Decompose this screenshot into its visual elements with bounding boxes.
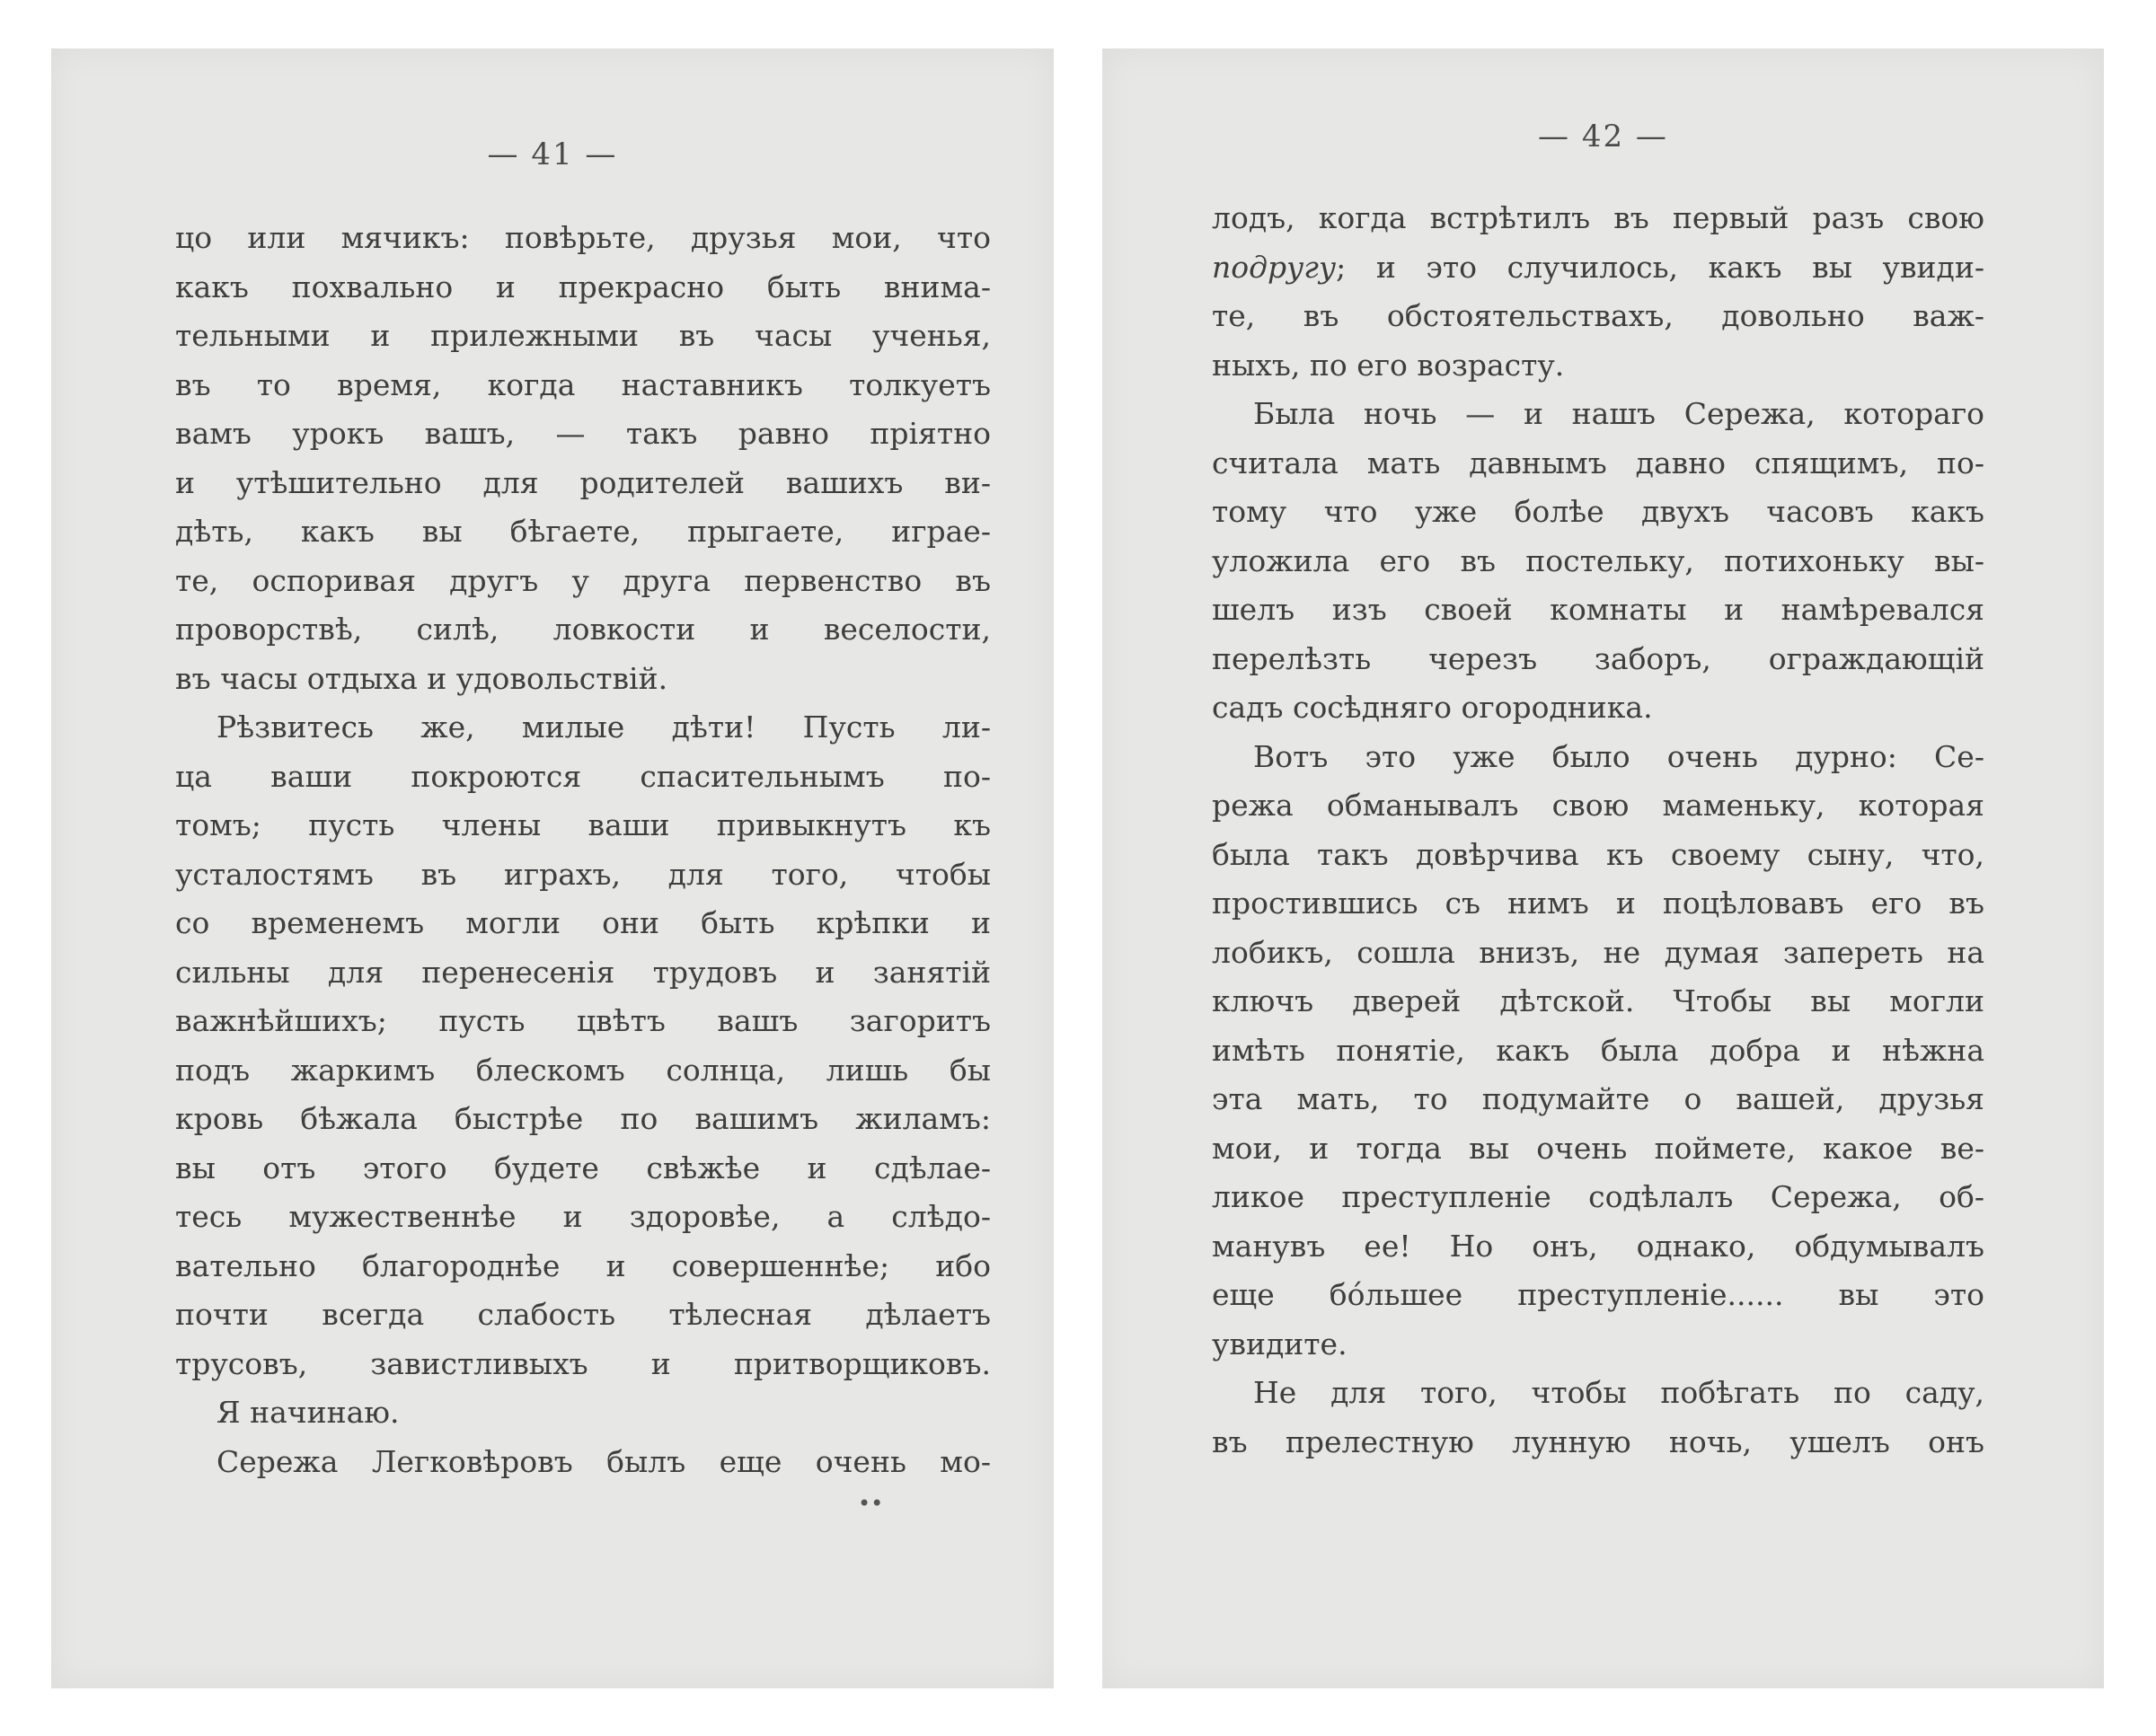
text-line: лодъ, когда встрѣтилъ въ первый разъ свою [1212,200,1984,235]
text-line: еще бóльшее преступленіе...... вы это [1212,1277,1984,1312]
text-line: въ прелестную лунную ночь, ушелъ онъ [1212,1423,1984,1459]
text-line: ца ваши покроются спасительнымъ по- [175,758,991,794]
text-line: въ то время, когда наставникъ толкуетъ [175,366,991,402]
text-line: со временемъ могли они быть крѣпки и [175,905,991,940]
text-line: тельными и прилежными въ часы ученья, [175,318,991,353]
text-line: была такъ довѣрчива къ своему сыну, что, [1212,836,1984,872]
italic-word: подругу [1212,249,1337,285]
text-line: мои, и тогда вы очень поймете, какое ве- [1212,1130,1984,1166]
text-line: проворствѣ, силѣ, ловкости и веселости, [175,612,991,647]
text-line: ликое преступленіе содѣлалъ Сережа, об- [1212,1179,1984,1214]
text-line: въ часы отдыха и удовольствій. [175,660,668,696]
text-line: режа обманывалъ свою маменьку, которая [1212,788,1984,823]
text-line: простившись съ нимъ и поцѣловавъ его въ [1212,886,1984,921]
text-line: почти всегда слабость тѣлесная дѣлаетъ [175,1297,991,1332]
text-line: вамъ урокъ вашъ, — такъ равно пріятно [175,416,991,451]
text-line: вательно благороднѣе и совершеннѣе; ибо [175,1247,991,1283]
page-number: — 41 — [487,137,618,172]
text-line: усталостямъ въ играхъ, для того, чтобы [175,856,991,892]
text-line: те, оспоривая другъ у друга первенство въ [175,562,991,598]
text-line: считала мать давнымъ давно спящимъ, по- [1212,445,1984,480]
text-line: подъ жаркимъ блескомъ солнца, лишь бы [175,1052,991,1088]
text-line: ныхъ, по его возрасту. [1212,347,1565,383]
text-line: важнѣйшихъ; пусть цвѣтъ вашъ загоритъ [175,1003,991,1038]
left-page [51,48,1054,1688]
text-line: дѣть, какъ вы бѣгаете, прыгаете, играе- [175,514,991,549]
text-line: уложила его въ постельку, потихоньку вы- [1212,542,1984,578]
text-line: и утѣшительно для родителей вашихъ ви- [175,464,991,500]
text-line: Была ночь — и нашъ Сережа, котораго [1253,396,1984,431]
text-line: сильны для перенесенія трудовъ и занятій [175,954,991,990]
text-line: ключъ дверей дѣтской. Чтобы вы могли [1212,983,1984,1018]
text-line: имѣть понятіе, какъ была добра и нѣжна [1212,1032,1984,1068]
text-line: вы отъ этого будете свѣжѣе и сдѣлае- [175,1150,991,1185]
text-line: садъ сосѣдняго огородника. [1212,690,1653,725]
catchword-mark: •• [858,1491,884,1516]
text-line: кровь бѣжала быстрѣе по вашимъ жиламъ: [175,1101,991,1136]
text-line: какъ похвально и прекрасно быть внима- [175,269,991,304]
page-number: — 42 — [1538,119,1668,154]
text-line: Не для того, чтобы побѣгать по саду, [1253,1375,1984,1410]
text-line: подругу; и это случилось, какъ вы увиди- [1212,249,1984,285]
page-text [175,214,991,1486]
right-page [1102,48,2104,1688]
text-line: томъ; пусть члены ваши привыкнутъ къ [175,807,991,842]
text-line: Вотъ это уже было очень дурно: Се- [1253,738,1984,774]
text-line: цо или мячикъ: повѣрьте, друзья мои, что [175,220,991,255]
text-line: тесь мужественнѣе и здоровѣе, а слѣдо- [175,1199,991,1234]
text-line: Я начинаю. [216,1395,400,1430]
text-line: эта мать, то подумайте о вашей, друзья [1212,1081,1984,1116]
text-line: манувъ ее! Но онъ, однако, обдумывалъ [1212,1228,1984,1264]
text-line: те, въ обстоятельствахъ, довольно важ- [1212,298,1984,333]
text-line: Рѣзвитесь же, милые дѣти! Пусть ли- [216,709,991,745]
page-text [1212,194,1984,1467]
text-line: Сережа Легковѣровъ былъ еще очень мо- [216,1443,991,1479]
text-line: тому что уже болѣе двухъ часовъ какъ [1212,494,1984,529]
text-line: трусовъ, завистливыхъ и притворщиковъ. [175,1345,991,1381]
text-line: увидите. [1212,1326,1348,1361]
text-line: перелѣзть черезъ заборъ, ограждающій [1212,640,1984,676]
text-line: лобикъ, сошла внизъ, не думая запереть на [1212,934,1984,970]
text-line: шелъ изъ своей комнаты и намѣревался [1212,592,1984,627]
